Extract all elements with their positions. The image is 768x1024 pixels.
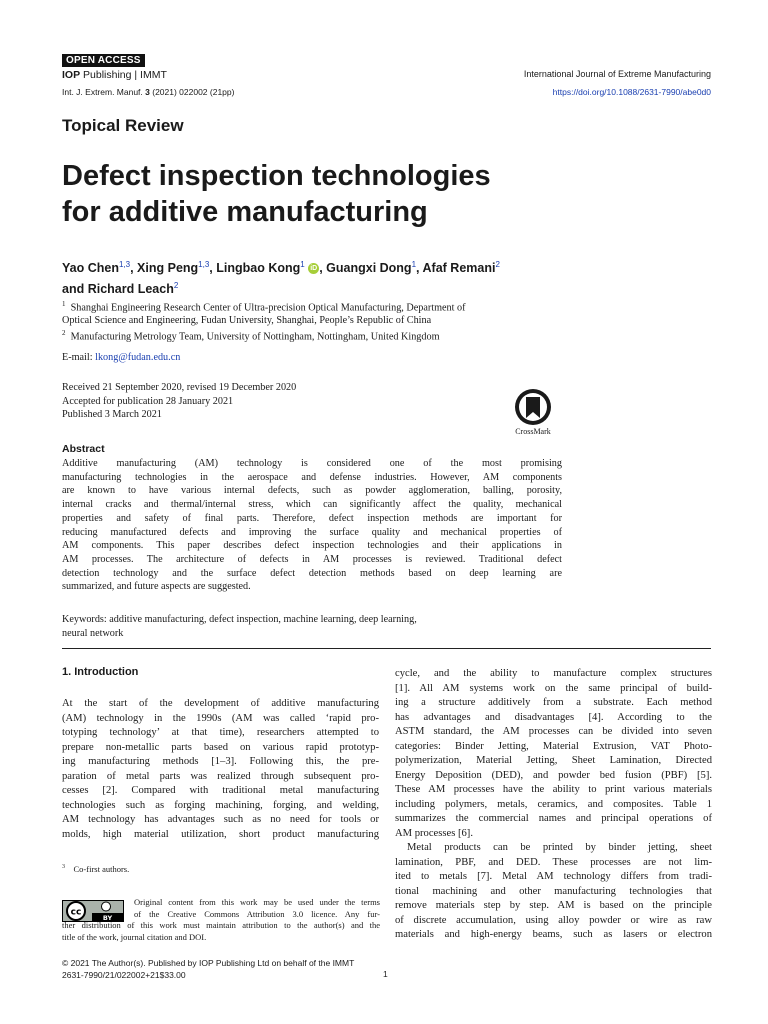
abstract-line: Additive manufacturing (AM) technology is considered one of the most promising [62, 458, 562, 469]
abstract-line: AM processes. The architecture of defects in AM processes is reviewed. Traditional defect [62, 553, 562, 565]
body-line: summarizes the commercial names and principal operations of [395, 813, 712, 824]
body-line: cesses [2]. Compared with traditional metal manufacturing [62, 785, 379, 796]
license-line: ther distribution of this work must maintain attribution to the author(s) and the [62, 920, 380, 930]
author-name[interactable]: Yao Chen [62, 261, 119, 276]
abstract-line: are known to have various internal defects, such as powder agglomeration, balling, porosity, [62, 485, 562, 497]
crossmark-label: CrossMark [515, 427, 551, 436]
published-date: Published 3 March 2021 [62, 409, 162, 420]
body-line: polymerization, Material Jetting, Sheet Lamination, Directed [395, 755, 712, 766]
publisher-logo: IOP [62, 69, 81, 81]
author-affil-ref[interactable]: 1,3 [198, 260, 210, 269]
body-line: Metal products can be printed by binder jetting, sheet [407, 842, 712, 853]
publisher-line [62, 69, 167, 81]
journal-name: International Journal of Extreme Manufacturing [523, 69, 711, 79]
body-line: remove materials step by step. AM is based on the principle [395, 900, 712, 911]
doi-link[interactable]: https://doi.org/10.1088/2631-7990/abe0d0 [552, 87, 711, 97]
author-name[interactable]: Richard Leach [87, 282, 174, 297]
intro-heading: 1. Introduction [62, 666, 139, 678]
orcid-icon[interactable]: iD [310, 265, 318, 273]
cc-by-license-icon[interactable] [62, 900, 124, 922]
affiliation-text: Manufacturing Metrology Team, University of Nottingham, Nottingham, United Kingdom [70, 331, 440, 343]
body-line: materials and high-energy beams, such as lasers or electron [395, 929, 712, 940]
received-date: Received 21 September 2020, revised 19 December 2020 [62, 382, 297, 393]
author-line-2 [62, 277, 622, 298]
keywords [62, 613, 562, 640]
affiliation-text-cont: Optical Science and Engineering, Fudan University, Shanghai, People’s Republic of China [62, 315, 432, 327]
affiliations [62, 298, 662, 344]
abstract-line: manufacturing technologies in the aerospace and defense industries. However, AM components [62, 471, 562, 483]
author-joiner: and [62, 282, 88, 297]
license-line: title of the work, journal citation and DOI. [62, 931, 207, 942]
body-line: prepare non-metallic parts based on various rapid prototyp- [62, 741, 379, 753]
author-line-1: Yao Chen$^{1,3}$, Xing Peng$^{1,3}$, Lingbao Kong$^1$ iD , Guangxi Dong$^1$, Afaf Remani$^2$ [62, 260, 500, 276]
body-line: ASTM standard, the AM processes can be divided into seven [395, 726, 712, 737]
separator: | [131, 69, 141, 81]
body-line: totyping technology’ at that time), researchers attempted to [62, 727, 379, 738]
abstract-line: AM components. This paper describes defect inspection technologies and their applications in [62, 540, 562, 552]
page-number: 1 [383, 969, 388, 979]
license-text [134, 897, 380, 920]
cc-label: cc [70, 907, 82, 918]
accepted-date: Accepted for publication 28 January 2021 [62, 395, 234, 407]
body-line: tional machining and other manufacturing technologies that [395, 885, 712, 897]
abstract-line: internal cracks and thermal/internal stress, which can significantly affect the quality, mechanical [62, 499, 562, 511]
section-divider [62, 648, 711, 649]
body-line: ing manufacturing methods [1–3]. Following this, the pre- [62, 756, 379, 767]
author-affil-ref[interactable]: 1 [300, 260, 305, 269]
issn-line: 2631-7990/21/022002+21$33.00 [62, 969, 186, 980]
body-line: categories: Binder Jetting, Material Extrusion, VAT Photo- [395, 740, 712, 752]
crossmark-button[interactable] [511, 388, 555, 436]
affiliation-item [62, 327, 662, 343]
crossmark-icon [514, 388, 552, 426]
author-name[interactable]: Xing Peng [137, 261, 199, 276]
body-line: lamination, PBF, and DED. These processes are not lim- [395, 856, 712, 868]
author-name[interactable]: Lingbao Kong [216, 261, 301, 276]
footnote-text: Co-first authors. [73, 864, 130, 874]
body-line: These AM processes have the ability to print various materials [395, 784, 712, 795]
abstract-body [62, 457, 562, 594]
body-line: cycle, and the ability to manufacture complex structures [395, 668, 712, 679]
right-column [395, 667, 712, 943]
body-line: AM technology has advantages such as no need for tools or [62, 814, 379, 825]
author-list [62, 256, 622, 298]
email-link[interactable]: lkong@fudan.edu.cn [95, 352, 181, 363]
body-line: molds, high material utilization, short product manufacturing [62, 828, 379, 840]
author-affil-ref[interactable]: 1,3 [118, 260, 131, 269]
society-name: IMMT [140, 69, 167, 81]
footnote [62, 864, 129, 874]
body-line: technologies such as forging machining, forging, and welding, [62, 799, 379, 811]
author-name[interactable]: Afaf Remani [422, 261, 496, 276]
keywords-line-1: Keywords: additive manufacturing, defect inspection, machine learning, deep learning, [62, 614, 417, 625]
body-line: paration of metal parts was realized through subsequent pro- [62, 770, 379, 782]
affiliation-text: Shanghai Engineering Research Center of Ultra-precision Optical Manufacturing, Department of [70, 302, 466, 314]
body-line: ing a structure additively from a substrate. Each method [395, 697, 712, 708]
left-column [62, 697, 379, 842]
body-line: (AM) technology in the 1990s (AM was called ‘rapid pro- [62, 712, 379, 724]
author-affil-ref[interactable]: 2 [173, 281, 179, 291]
citation [62, 87, 234, 97]
by-label: BY [102, 914, 113, 922]
keywords-line-2: neural network [62, 627, 124, 639]
abstract-heading: Abstract [62, 443, 105, 455]
copyright-block [62, 958, 354, 981]
copyright-line: © 2021 The Author(s). Published by IOP Publishing Ltd on behalf of the IMMT [62, 958, 355, 968]
article-title [62, 158, 622, 230]
license-text-cont [62, 920, 380, 943]
citation-volume: 3 [145, 87, 150, 97]
section-type: Topical Review [62, 116, 184, 135]
author-name[interactable]: Guangxi Dong [326, 261, 412, 276]
affiliation-item [62, 298, 662, 314]
citation-rest: (2021) 022002 (21pp) [149, 87, 235, 97]
cc-by-icon [62, 900, 124, 922]
author-affil-ref[interactable]: 1 [411, 260, 417, 269]
footnote-mark: 3 [62, 864, 65, 871]
open-access-badge: OPEN ACCESS [62, 54, 145, 67]
publisher-suffix: Publishing [80, 69, 132, 81]
email-label: E-mail: [62, 352, 96, 363]
abstract-line: reducing manufactured defects and improving the surface quality and mechanical properties of [62, 526, 562, 538]
abstract-line: properties and safety of final parts. Therefore, defect inspection methods are important for [62, 512, 562, 524]
body-line: At the start of the development of additive manufacturing [62, 698, 379, 709]
body-line: ited to metals [7]. Metal AM technology differs from tradi- [395, 871, 712, 882]
publication-dates [62, 381, 296, 422]
body-line: including polymers, metals, ceramics, and composites. Table 1 [395, 798, 712, 810]
body-line: Energy Deposition (DED), and powder bed fusion (PBF) [5]. [395, 769, 712, 781]
body-line: of discrete accumulation, using alloy powder or wire as raw [395, 914, 712, 926]
abstract-line: summarized, and future aspects are suggested. [62, 581, 251, 593]
license-line: Original content from this work may be used under the terms [134, 897, 380, 907]
affiliation-number: 1 [62, 300, 66, 308]
author-affil-ref[interactable]: 2 [495, 260, 500, 269]
title-line-2: for additive manufacturing [62, 196, 428, 228]
email-line [62, 352, 180, 363]
citation-prefix: Int. J. Extrem. Manuf. [62, 87, 146, 97]
license-line: of the Creative Commons Attribution 3.0 licence. Any fur- [134, 908, 380, 919]
abstract-line: detection technology and the surface defect detection methods based on deep learning are [62, 567, 562, 579]
title-line-1: Defect inspection technologies [62, 160, 491, 192]
body-line: has advantages and disadvantages [4]. According to the [395, 711, 712, 723]
affiliation-number: 2 [62, 329, 66, 338]
body-line: AM processes [6]. [395, 827, 473, 839]
body-line: [1]. All AM systems work on the same principal of build- [395, 682, 712, 694]
